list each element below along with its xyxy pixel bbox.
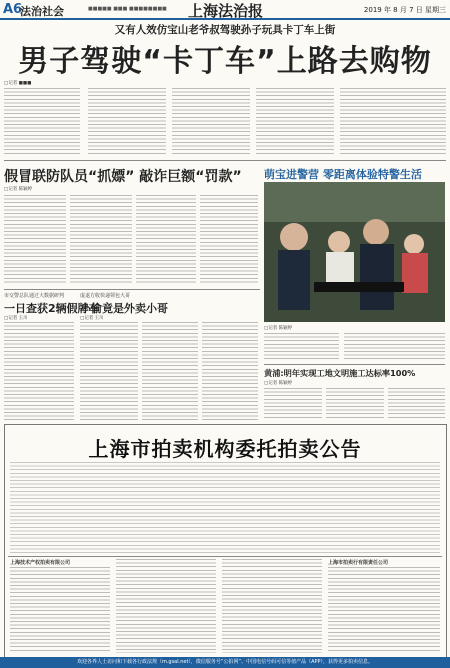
lead-column-5 — [340, 88, 446, 156]
auction-listing-4 — [328, 567, 440, 653]
bikes-title: 一日查获2辆假牌车 — [4, 302, 100, 315]
fake-police-col-4 — [200, 195, 258, 285]
bikes-byline: □记者 王川 — [4, 316, 28, 321]
divider — [4, 289, 260, 290]
fake-police-byline: □记者 陈颖婷 — [4, 187, 33, 192]
issue-date: 2019 年 8 月 7 日 星期三 — [363, 6, 446, 14]
auction-listing-2 — [116, 559, 216, 653]
fake-police-col-1 — [4, 195, 66, 285]
auction-notice-title: 上海市拍卖机构委托拍卖公告 — [88, 437, 362, 461]
lead-column-4 — [256, 88, 334, 156]
divider — [264, 364, 445, 365]
lead-column-3 — [172, 88, 250, 156]
photo-caption-1 — [264, 333, 339, 361]
thief-col-2 — [142, 322, 198, 420]
fake-police-col-2 — [70, 195, 132, 285]
photo-caption-2 — [344, 333, 445, 361]
lead-headline: 男子驾驶“卡丁车”上路去购物 — [18, 44, 432, 79]
auction-listing-1 — [10, 567, 110, 653]
photo-illustration — [264, 182, 445, 322]
auction-company-1: 上海技术产权拍卖有限公司 — [10, 560, 71, 566]
thief-title: 小偷竟是外卖小哥 — [80, 302, 168, 315]
lead-byline: □记者 ■■■ — [4, 81, 32, 86]
thief-byline: □记者 王川 — [80, 316, 104, 321]
auction-listing-3 — [222, 559, 322, 653]
bikes-deck: 市交警总队通过大数据研判 — [4, 293, 65, 299]
huangpu-col-1 — [264, 388, 322, 420]
page-footer: 欢迎各界人士访问和下载各行政法规（m.gsal.net），微信服务号“公拍网”、中国电信号码可信等值产品（APP），获得更多拍卖信息。 — [0, 657, 450, 668]
photo-byline: □记者 陈颖婷 — [264, 326, 293, 331]
huangpu-col-3 — [388, 388, 445, 420]
fake-police-title: 假冒联防队员“抓嫖” 敲诈巨额“罚款” — [4, 169, 242, 185]
page-number: A6 — [3, 2, 23, 17]
bikes-col-1 — [4, 322, 74, 420]
thief-col-1 — [80, 322, 138, 420]
photo-story-title: 萌宝进警营 零距离体验特警生活 — [264, 168, 422, 181]
divider — [4, 160, 446, 161]
lead-column-1 — [4, 88, 80, 156]
fake-police-col-3 — [136, 195, 196, 285]
lead-column-2 — [88, 88, 166, 156]
auction-intro-text — [10, 462, 440, 554]
header-info: ■■■■■ ■■■ ■■■■■■■■ — [88, 6, 167, 12]
page-header — [0, 0, 450, 20]
thief-deck: 虚退方收快递领包大哥 — [80, 293, 131, 299]
divider — [8, 556, 442, 557]
section-name: 法治社会 — [20, 5, 64, 18]
police-kids-photo — [264, 182, 445, 322]
huangpu-byline: □记者 陈颖婷 — [264, 381, 293, 386]
masthead-logo: 上海法治报 — [188, 2, 264, 20]
huangpu-col-2 — [326, 388, 384, 420]
auction-company-2: 上海市拍卖行有限责任公司 — [328, 560, 389, 566]
lead-kicker: 又有人效仿宝山老爷叔驾驶孙子玩具卡丁车上街 — [114, 24, 336, 36]
thief-col-3 — [202, 322, 258, 420]
huangpu-title: 黄浦:明年实现工地文明施工达标率100% — [264, 368, 416, 378]
